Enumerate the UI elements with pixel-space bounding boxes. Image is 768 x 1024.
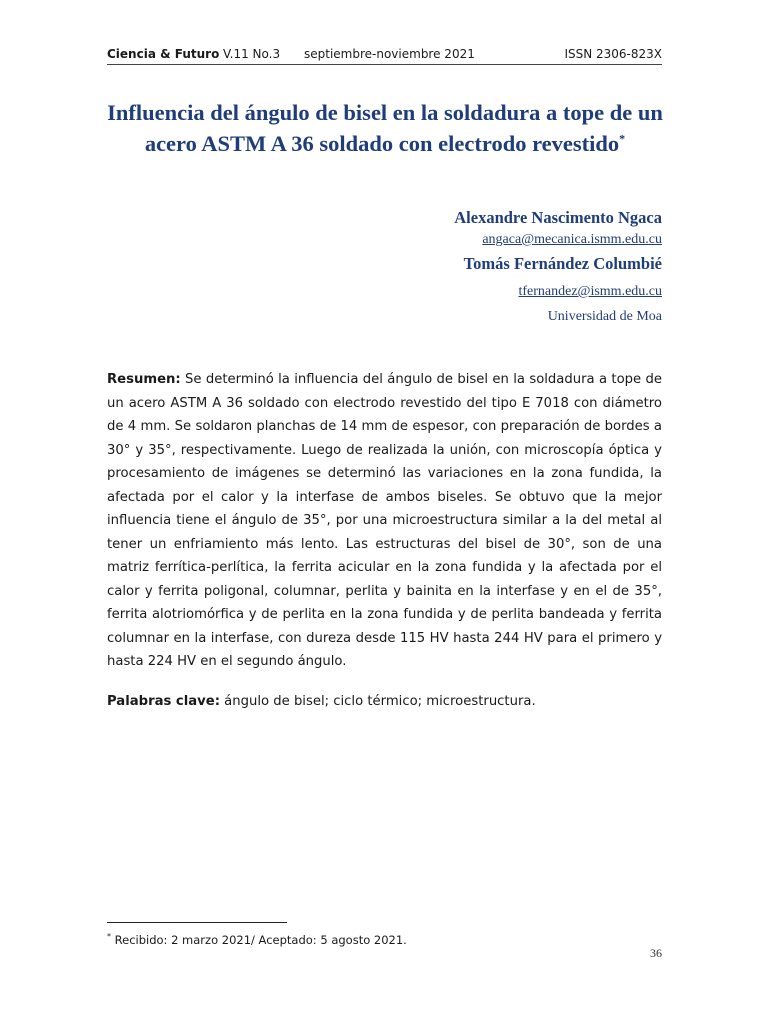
paper-title-text: Influencia del ángulo de bisel en la soldadura a tope de un acero ASTM A 36 soldado con electrodo revestido <box>107 100 663 156</box>
author-email-1[interactable]: angaca@mecanica.ismm.edu.cu <box>482 232 662 247</box>
author-block <box>162 206 662 327</box>
keywords-text: ángulo de bisel; ciclo térmico; microestructura. <box>224 694 536 709</box>
footnote <box>107 932 662 948</box>
header-divider <box>107 64 662 65</box>
abstract-label: Resumen: <box>107 372 181 387</box>
issn: ISSN 2306-823X <box>564 47 662 61</box>
author-name-2: Tomás Fernández Columbié <box>463 254 662 273</box>
abstract-text: Se determinó la influencia del ángulo de bisel en la soldadura a tope de un acero ASTM A 36 soldado con electrodo revestido del tipo E 7018 con diámetro de 4 mm. Se soldaron planchas de 14 mm de espesor, con preparación de bordes a 30° y 35°, respectivamente. Luego de realizada la unión, con microscopía óptica y procesamiento de imágenes se determinó las variaciones en la zona fundida, la afectada por el calor y la interfase de ambos biseles. Se obtuvo que la mejor influencia tiene el ángulo de 35°, por una microestructura similar a la del metal al tener un enfriamiento más lento. Las estructuras del bisel de 30°, son de una matriz ferrítica-perlítica, la ferrita acicular en la zona fundida y la afectada por el calor y ferrita poligonal, columnar, perlita y bainita en la interfase y en el de 35°, ferrita alotriomórfica y de perlita en la zona fundida y de perlita bandeada y ferrita columnar en la interfase, con dureza desde 115 HV hasta 244 HV para el primero y hasta 224 HV en el segundo ángulo. <box>107 372 662 669</box>
journal-name: Ciencia & Futuro <box>107 47 220 61</box>
running-header <box>107 46 662 62</box>
footnote-text: Recibido: 2 marzo 2021/ Aceptado: 5 agosto 2021. <box>114 933 407 947</box>
page-number: 36 <box>650 946 662 960</box>
keywords <box>107 690 662 714</box>
footnote-divider <box>107 922 287 923</box>
affiliation: Universidad de Moa <box>547 309 662 324</box>
keywords-label: Palabras clave: <box>107 694 220 709</box>
author-email-2[interactable]: tfernandez@ismm.edu.cu <box>518 284 662 299</box>
paper-title <box>100 97 670 159</box>
journal-volume: V.11 No.3 <box>223 47 281 61</box>
footnote-marker: * <box>107 932 111 942</box>
issue-date: septiembre-noviembre 2021 <box>304 47 475 61</box>
abstract <box>107 368 662 674</box>
author-name-1: Alexandre Nascimento Ngaca <box>454 208 662 227</box>
title-footnote-marker: * <box>619 131 626 146</box>
